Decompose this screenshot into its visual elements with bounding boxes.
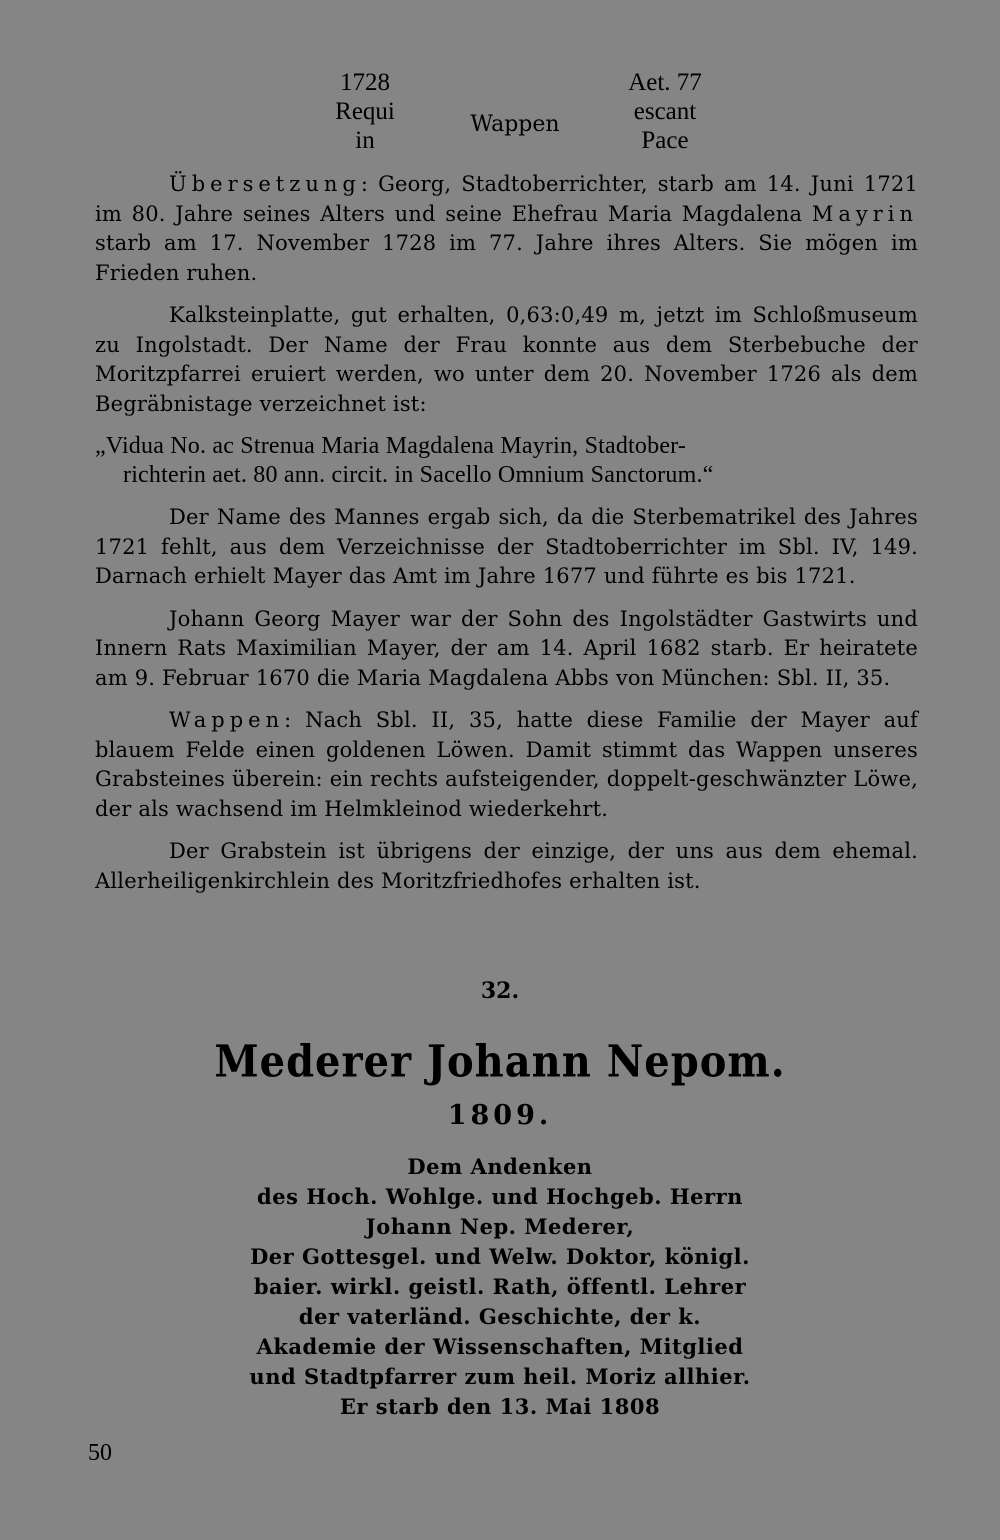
epitaph-line: Dem Andenken	[407, 1154, 593, 1179]
entry-number: 32.	[480, 978, 520, 1004]
epitaph-line: Er starb den 13. Mai 1808	[339, 1394, 661, 1419]
coat-of-arms-paragraph	[95, 706, 918, 824]
inscription-left-column	[300, 68, 430, 155]
epitaph-line: der vaterländ. Geschichte, der k.	[298, 1304, 702, 1329]
latin-quote-line: richterin aet. 80 ann. circit. in Sacello Omnium Sanctorum.“	[123, 462, 714, 488]
epitaph-line: des Hoch. Wohlge. und Hochgeb. Herrn	[257, 1184, 743, 1209]
name-paragraph: Der Name des Mannes ergab sich, da die Sterbematrikel des Jahres 1721 fehlt, aus dem Verzeichnisse der Stadtoberrichter im Sbl. IV, 149. Darnach erhielt Mayer das Amt im Jahre 1677 und führte es bis 1721.	[95, 505, 918, 588]
epitaph-line: Akademie der Wissenschaften, Mitglied	[256, 1334, 744, 1359]
spaced-term: Wappen	[169, 708, 285, 732]
latin-quote-line: „Vidua No. ac Strenua Maria Magdalena Mayrin, Stadtober-	[95, 433, 687, 459]
page-number: 50	[88, 1440, 112, 1466]
epitaph-line: Der Gottesgel. und Welw. Doktor, königl.	[250, 1244, 750, 1269]
inscription-text: Pace	[641, 127, 689, 154]
inscription-text: Requi	[335, 98, 395, 125]
epitaph-line: und Stadtpfarrer zum heil. Moriz allhier.	[249, 1364, 751, 1389]
paragraph-text: : Nach Sbl. II, 35, hatte diese Familie der Mayer auf blauem Felde einen goldenen Löwen. Damit stimmt das Wappen unseres Grabsteines überein: ein rechts aufsteigender, doppelt-geschwänzter Löwe, der als wachsend im Helmkleinod wiederkehrt.	[95, 708, 918, 821]
latin-quote	[95, 432, 918, 490]
inscription-coat-of-arms-label: Wappen	[470, 112, 560, 137]
inscription-right-column	[600, 68, 730, 155]
biography-paragraph: Johann Georg Mayer war der Sohn des Ingolstädter Gastwirts und Innern Rats Maximilian Mayer, der am 14. April 1682 starb. Er heiratete am 9. Februar 1670 die Maria Magdalena Abbs von München: Sbl. II, 35.	[95, 606, 918, 690]
entry-year: 1809.	[447, 1100, 553, 1131]
spaced-term: Mayrin	[811, 201, 918, 226]
epitaph-line: baier. wirkl. geistl. Rath, öffentl. Lehrer	[253, 1274, 747, 1299]
closing-paragraph: Der Grabstein ist übrigens der einzige, der uns aus dem ehemal. Allerheiligenkirchlein des Moritzfriedhofes erhalten ist.	[95, 839, 918, 893]
grave-inscription	[300, 68, 720, 158]
paragraph-text: starb am 17. November 1728 im 77. Jahre ihres Alters. Sie mögen im Frieden ruhen.	[95, 231, 918, 285]
paragraph-text: : Georg, Stadtoberrichter, starb am 14. Juni 1721 im 80. Jahre seines Alters und seine Ehefrau Maria Magdalena	[95, 172, 918, 226]
inscription-text: 1728	[340, 69, 390, 96]
body-text	[95, 170, 918, 909]
inscription-center-column	[440, 110, 590, 139]
inscription-text: in	[355, 127, 375, 154]
epitaph	[0, 1152, 1000, 1422]
entry-title: Mederer Johann Nepom.	[214, 1035, 786, 1088]
translation-paragraph	[95, 170, 918, 288]
description-paragraph: Kalksteinplatte, gut erhalten, 0,63:0,49 m, jetzt im Schloßmuseum zu Ingolstadt. Der Name der Frau konnte aus dem Sterbebuche der Moritzpfarrei eruiert werden, wo unter dem 20. November 1726 als dem Begräbnistage verzeichnet ist:	[95, 303, 918, 416]
spaced-term: Übersetzung	[169, 172, 361, 196]
epitaph-line: Johann Nep. Mederer,	[365, 1214, 635, 1239]
inscription-text: escant	[633, 98, 697, 125]
inscription-text: Aet. 77	[628, 69, 702, 96]
